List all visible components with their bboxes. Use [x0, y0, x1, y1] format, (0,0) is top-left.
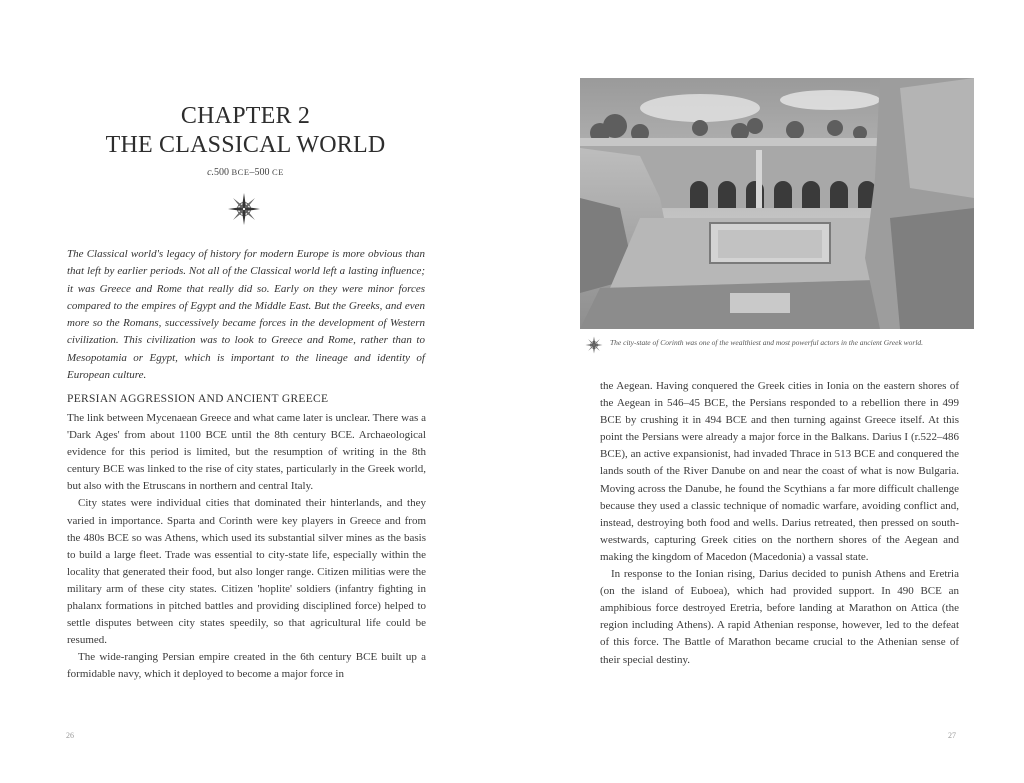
body-paragraph: The wide-ranging Persian empire created in the 6th century BCE built up a formidable navy, which it deployed to become a major force in: [67, 651, 426, 681]
left-body-text: [67, 410, 426, 684]
compass-rose-icon: [227, 192, 261, 226]
compass-rose-icon: [585, 336, 603, 354]
chapter-title: [67, 102, 424, 160]
corinth-ruins-photo: [580, 78, 974, 329]
right-body-text: [600, 378, 959, 669]
dates-start: 500: [214, 167, 230, 178]
body-paragraph: City states were individual cities that dominated their hinterlands, and they varied in importance. Sparta and Corinth were key players in Greece and from the 480s BCE so was Athens, which used its substantial silver mines as the basis to build a large fleet. Trade was essential to city-state life, especially within the locality that generated their food, but also longer range. Citizen militias were the military arm of these city states. Citizen 'hoplite' soldiers (infantry fighting in phalanx formations in pitched battles and providing disciplined force) helped to settle disputes between city states speedily, so that agricultural life could be resumed.: [67, 497, 426, 647]
chapter-dates: [67, 167, 424, 178]
dates-era-start: BCE: [231, 167, 250, 177]
dates-end: 500: [254, 167, 270, 178]
dates-dash: –: [249, 167, 255, 178]
chapter-name: THE CLASSICAL WORLD: [105, 132, 386, 158]
photo-caption: The city-state of Corinth was one of the wealthiest and most powerful actors in the ancient Greek world.: [610, 338, 924, 347]
page-number: 27: [948, 731, 956, 740]
body-paragraph: In response to the Ionian rising, Darius decided to punish Athens and Eretria (on the island of Euboea), which had provided support. In 490 BCE an amphibious force destroyed Eretria, before landing at Marathon on Attica (the region including Athens). A rapid Athenian response, however, led to the defeat of this force. The Battle of Marathon became crucial to the Athenian sense of their special destiny.: [600, 568, 959, 666]
dates-prefix: c.: [207, 167, 215, 178]
chapter-intro: The Classical world's legacy of history for modern Europe is more obvious than that left by earlier periods. Not all of the Classical world left a lasting influence; it was Greece and Rome that really did so. Early on they were minor forces compared to the empires of Egypt and the Middle East. But the Greeks, and even more so the Romans, successively became forces in the development of Western civilization. This civilization was to look to Greece and Rome, rather than to Mesopotamia or Egypt, which is important to the lineage and identity of European culture.: [67, 248, 425, 382]
dates-era-end: CE: [272, 167, 284, 177]
chapter-number: CHAPTER 2: [180, 103, 311, 129]
body-paragraph: The link between Mycenaean Greece and what came later is unclear. There was a 'Dark Ages' from about 1100 BCE until the 8th century BCE. Archaeological evidence for this period is limited, but the resumption of writing in the 8th century BCE was linked to the rise of city states, particularly in the Greek world, but also with the Etruscans in northern and central Italy.: [67, 412, 426, 493]
section-heading: PERSIAN AGGRESSION AND ANCIENT GREECE: [67, 393, 329, 405]
page-number: 26: [66, 731, 74, 740]
body-paragraph: the Aegean. Having conquered the Greek cities in Ionia on the eastern shores of the Aegean in 546–45 BCE, the Persians responded to a rebellion there in 499 BCE by crushing it in 494 BCE and then turning against Greece itself. At this point the Persians were already a major force in the Balkans. Darius I (r.522–486 BCE), an active expansionist, had invaded Thrace in 513 BCE and conquered the lands south of the River Danube on and near the coast of what is now Bulgaria. Moving across the Danube, he found the Scythians a far more difficult challenge because they used a classic technique of nomadic warfare, avoiding conflict and, instead, destroying both food and wells. Darius retreated, then pressed on south-westwards, capturing Greek cities on the northern shores of the Aegean and making the kingdom of Macedon (Macedonia) a vassal state.: [600, 380, 959, 563]
